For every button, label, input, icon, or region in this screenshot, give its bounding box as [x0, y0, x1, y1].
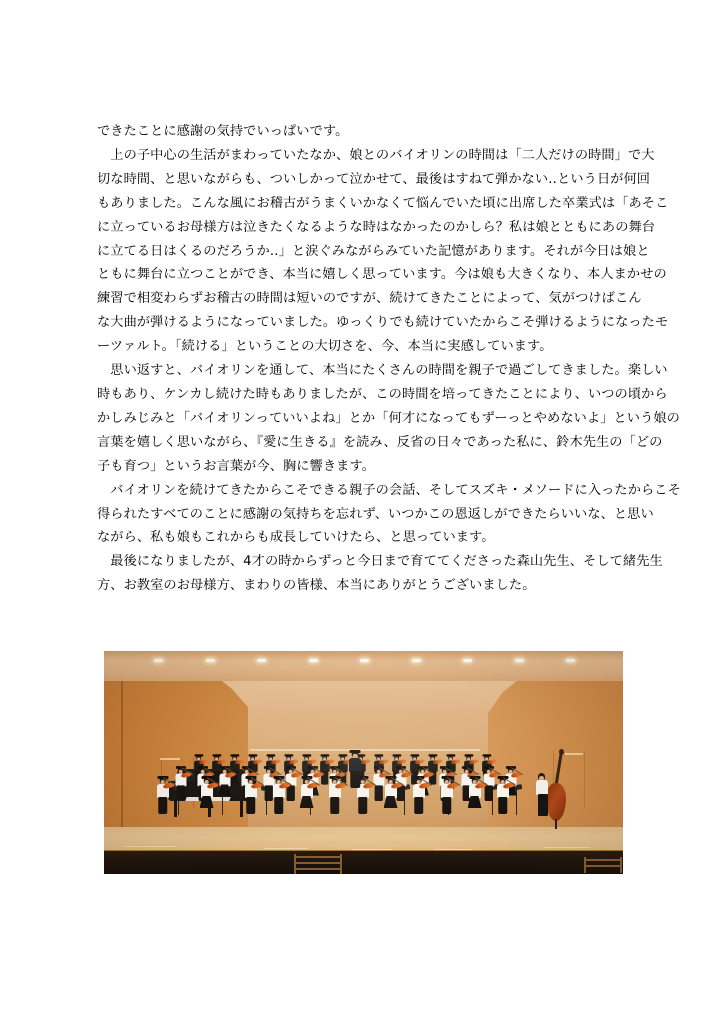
bassist-torso	[536, 780, 548, 795]
floor-marking	[264, 848, 308, 849]
text-line: 思い返すと、バイオリンを通して、本当にたくさんの時間を親子で過ごしてきました。楽しい	[97, 363, 668, 379]
text-line: 子も育つ」というお言葉が今、胸に響きます。	[97, 458, 375, 474]
piano-leg	[240, 800, 243, 817]
ceiling-downlight	[257, 659, 266, 662]
member-legs	[484, 785, 493, 801]
member-legs	[246, 797, 256, 814]
member-shoes	[392, 755, 401, 757]
ceiling-downlight-row	[104, 659, 623, 667]
ceiling-downlight	[309, 659, 318, 662]
floor-marking	[544, 847, 590, 848]
double-bass-player	[540, 755, 570, 827]
member-legs	[498, 797, 508, 814]
text-line: 方、お教室のお母様方、まわりの皆様、本当にありがとうございました。	[97, 578, 536, 594]
ceiling-downlight	[566, 659, 575, 662]
left-wall-panel-joint	[121, 661, 123, 834]
text-line: 時もあり、ケンカし続けた時もありましたが、この時間を培ってきたことにより、いつの頃から	[97, 386, 668, 402]
ceiling-downlight	[360, 659, 369, 662]
ceiling-downlight	[206, 659, 215, 662]
stage-scene	[104, 651, 623, 874]
member-shoes	[230, 755, 239, 757]
bass-endpin	[555, 819, 557, 829]
conductor-shoes	[350, 750, 361, 753]
member-shoes	[374, 755, 383, 757]
text-line: かしみじみと「バイオリンっていいよね」とか「何才になってもずーっとやめないよ」という娘の	[97, 410, 680, 426]
text-line: ともに舞台に立つことができ、本当に嬉しく思っています。今は娘も大きくなり、本人まかせの	[97, 267, 667, 283]
member-shoes	[320, 755, 329, 757]
bass-neck	[554, 753, 562, 787]
text-line: ーツァルト。「続ける」ということの大切さを、今、本当に実感しています。	[97, 339, 553, 355]
stage-apron	[104, 851, 623, 874]
member-shoes	[446, 755, 455, 757]
bassist-legs	[538, 794, 548, 816]
text-line: な大曲が弾けるようになっていました。ゆっくりでも続けていたからこそ弾けるようになったモ	[97, 315, 669, 331]
stage-steps-right	[584, 857, 622, 874]
member-legs	[158, 797, 168, 814]
member-shoes	[266, 755, 275, 757]
member-shoes	[338, 755, 347, 757]
back-wall-seam	[250, 749, 480, 751]
ceiling-downlight	[154, 659, 163, 662]
member-shoes	[428, 755, 437, 757]
text-line: 得られたすべてのことに感謝の気持ちを忘れず、いつかこの恩返しができたらいいな、と思い	[97, 506, 654, 522]
piano-leg	[174, 800, 177, 817]
concert-photo	[104, 651, 623, 874]
member-legs	[374, 785, 383, 801]
text-line: バイオリンを続けてきたからこそできる親子の会話、そしてスズキ・メソードに入ったからこそ	[97, 482, 681, 498]
text-line: できたことに感謝の気持でいっぱいです。	[97, 124, 349, 139]
stage-steps-left	[294, 854, 342, 874]
text-line: ながら、私も娘もこれからも成長していけたら、と思っています。	[97, 530, 495, 546]
text-line: 言葉を嬉しく思いながら、『愛に生きる』を読み、反省の日々であった私に、鈴木先生の「どの	[97, 434, 663, 450]
member-legs	[442, 797, 452, 814]
member-shoes	[194, 755, 203, 757]
member-shoes	[302, 755, 311, 757]
ceiling-downlight	[515, 659, 524, 662]
text-line: に立てる日はくるのだろうか‥」と涙ぐみながらみていた記憶があります。それが今日は娘と	[97, 243, 650, 259]
member-legs	[414, 797, 424, 814]
member-legs	[274, 797, 284, 814]
text-line: 上の子中心の生活がまわっていたなか、娘とのバイオリンの時間は「二人だけの時間」で大	[97, 147, 655, 163]
text-line: 切な時間、と思いながらも、ついしかって泣かせて、最後はすねて弾かない‥という日が何回	[97, 171, 651, 187]
member-legs	[176, 785, 185, 801]
member-shoes	[284, 755, 293, 757]
bass-body	[546, 783, 566, 821]
text-line: 練習で相変わらずお稽古の時間は短いのですが、続けてきたことによって、気がつけばこん	[97, 291, 642, 307]
floor-marking	[124, 846, 176, 847]
text-line: に立っているお母様方は泣きたくなるような時はなかったのかしら？私は娘とともにあの舞台	[97, 219, 656, 235]
member-shoes	[410, 755, 419, 757]
ceiling-downlight	[463, 659, 472, 662]
member-shoes	[212, 755, 221, 757]
ceiling-downlight	[412, 659, 421, 662]
text-line: もありました。こんな風にお稽古がうまくいかなくて悩んでいた頃に出席した卒業式は「あそこ	[97, 195, 669, 211]
conductor-torso	[349, 758, 361, 772]
document-body-text	[97, 120, 681, 598]
conductor-legs	[350, 771, 360, 788]
member-shoes	[464, 755, 473, 757]
member-legs	[358, 797, 368, 814]
member-shoes	[482, 755, 491, 757]
member-legs	[330, 797, 340, 814]
text-line: 最後になりましたが、4才の時からずっと今日まで育ててくださった森山先生、そして緒先生	[97, 554, 663, 570]
member-legs	[286, 785, 295, 801]
member-shoes	[248, 755, 257, 757]
